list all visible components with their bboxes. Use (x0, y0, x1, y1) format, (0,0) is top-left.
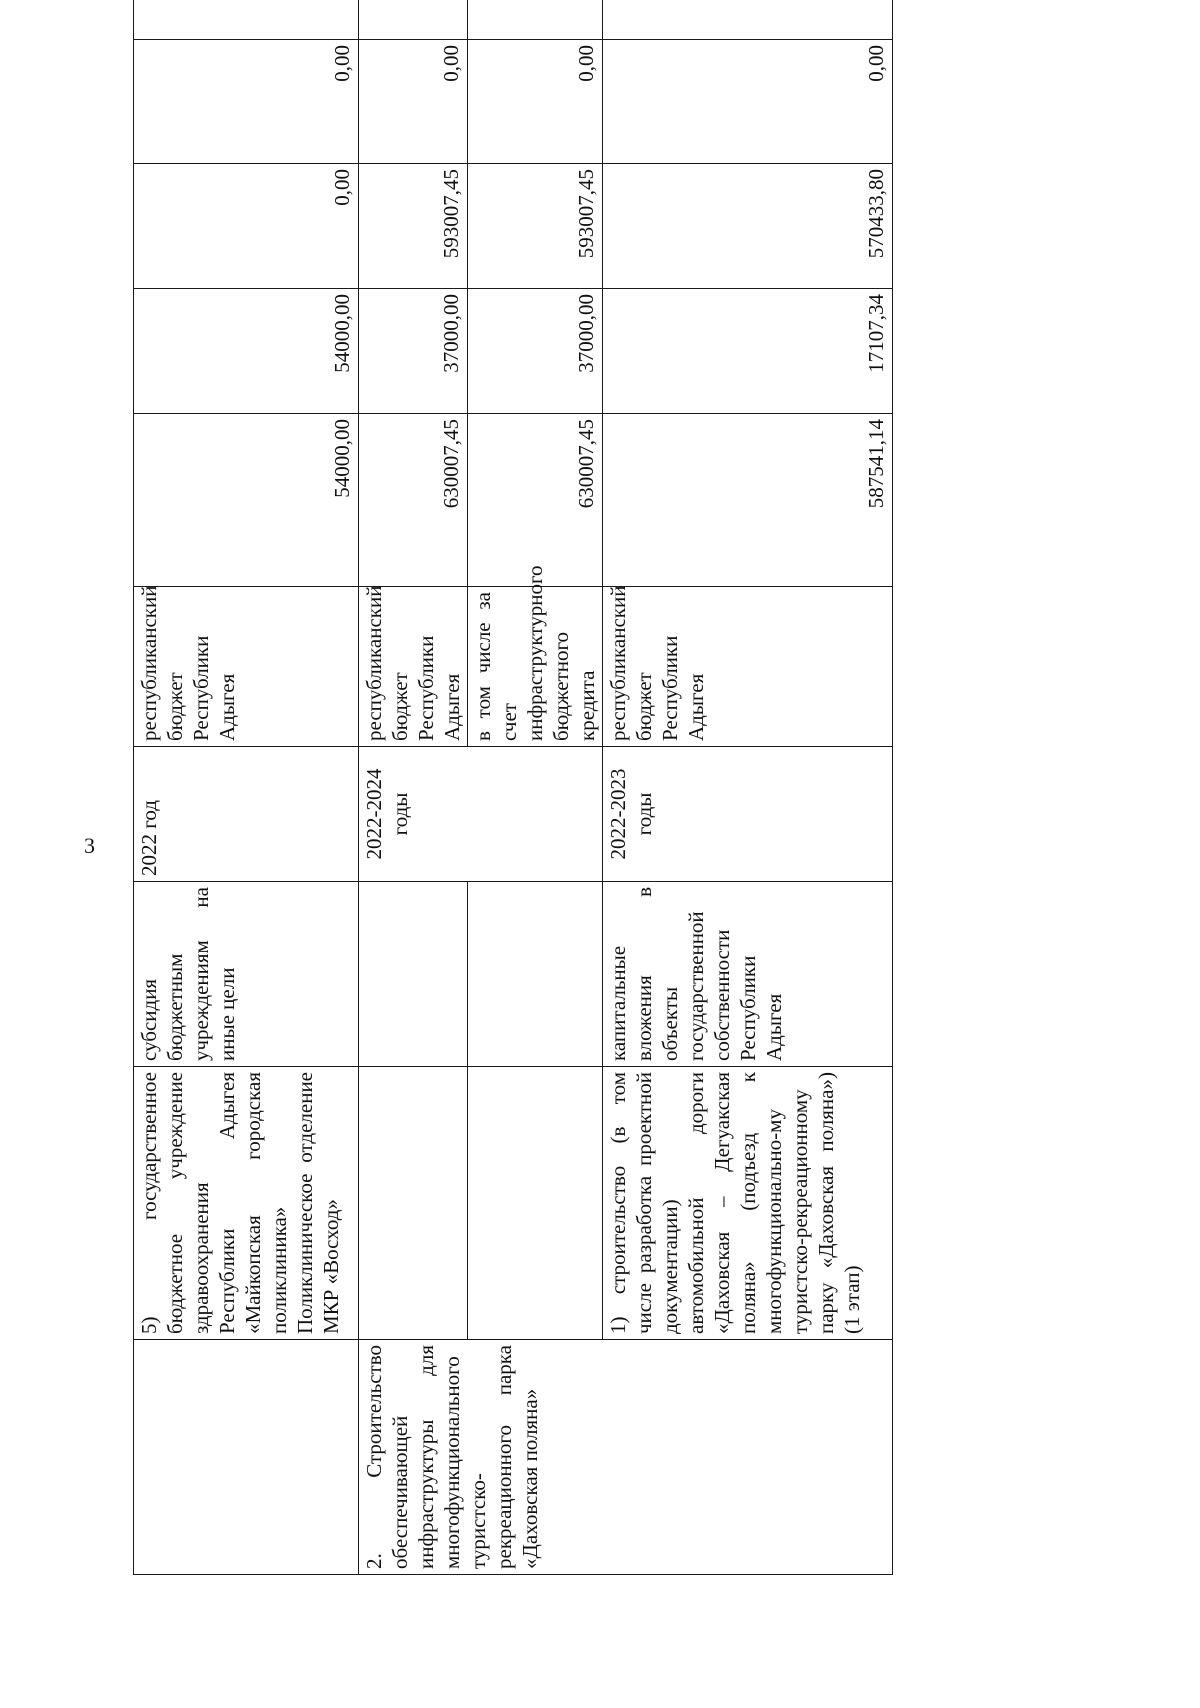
year-2023-cell: 0,00 (134, 164, 359, 289)
year-2024-cell: 0,00 (468, 40, 603, 164)
rotated-table-wrapper (133, 40, 923, 1575)
year-2022-cell: 37000,00 (468, 289, 603, 414)
object-cell: 1) строительство (в том числе разработка проектной документации) автомобильной дороги «Даховская – Дегуакская поляна» (подъезд к многофункционально-му туристско-рекреационному парку «Даховская поляна») (1 этап) (603, 1067, 893, 1340)
direction-cell (134, 1340, 359, 1575)
total-cell: 54000,00 (134, 414, 359, 587)
period-cell: 2022-2024 годы (359, 747, 603, 882)
financing-type-cell (468, 882, 603, 1067)
year-2025-cell (603, 0, 893, 40)
period-cell: 2022-2023 годы (603, 747, 893, 882)
object-cell (468, 1067, 603, 1340)
table-row (603, 0, 893, 1575)
object-cell (359, 1067, 468, 1340)
object-cell: 5) государственное бюджетное учреждение здравоохранения Республики Адыгея «Майкопская городская поликлиника» Поликлиническое отделение МКР «Восход» (134, 1067, 359, 1340)
year-2025-cell (468, 0, 603, 40)
year-2022-cell: 37000,00 (359, 289, 468, 414)
year-2023-cell: 593007,45 (468, 164, 603, 289)
year-2025-cell (359, 0, 468, 40)
page-number: 3 (84, 833, 95, 858)
year-2022-cell: 54000,00 (134, 289, 359, 414)
financing-type-cell: субсидия бюджетным учреждениям на иные цели (134, 882, 359, 1067)
source-cell: в том числе за счет инфраструктурного бюджетного кредита (468, 587, 603, 747)
year-2025-cell (134, 0, 359, 40)
table-row (134, 0, 359, 1575)
year-2024-cell: 0,00 (134, 40, 359, 164)
financing-type-cell (359, 882, 468, 1067)
source-cell: республиканский бюджет Республики Адыгея (134, 587, 359, 747)
total-cell: 630007,45 (468, 414, 603, 587)
year-2023-cell: 593007,45 (359, 164, 468, 289)
financing-type-cell: капитальные вложения в объекты государственной собственности Республики Адыгея (603, 882, 893, 1067)
period-cell: 2022 год (134, 747, 359, 882)
budget-table (133, 0, 893, 1575)
direction-cell: 2. Строительство обеспечивающей инфраструктуры для многофункционального туристско-рекреационного парка «Даховская поляна» (359, 1340, 893, 1575)
table-row (359, 0, 468, 1575)
source-cell: республиканский бюджет Республики Адыгея (359, 587, 468, 747)
year-2024-cell: 0,00 (603, 40, 893, 164)
total-cell: 587541,14 (603, 414, 893, 587)
year-2024-cell: 0,00 (359, 40, 468, 164)
year-2023-cell: 570433,80 (603, 164, 893, 289)
total-cell: 630007,45 (359, 414, 468, 587)
year-2022-cell: 17107,34 (603, 289, 893, 414)
source-cell: республиканский бюджет Республики Адыгея (603, 587, 893, 747)
